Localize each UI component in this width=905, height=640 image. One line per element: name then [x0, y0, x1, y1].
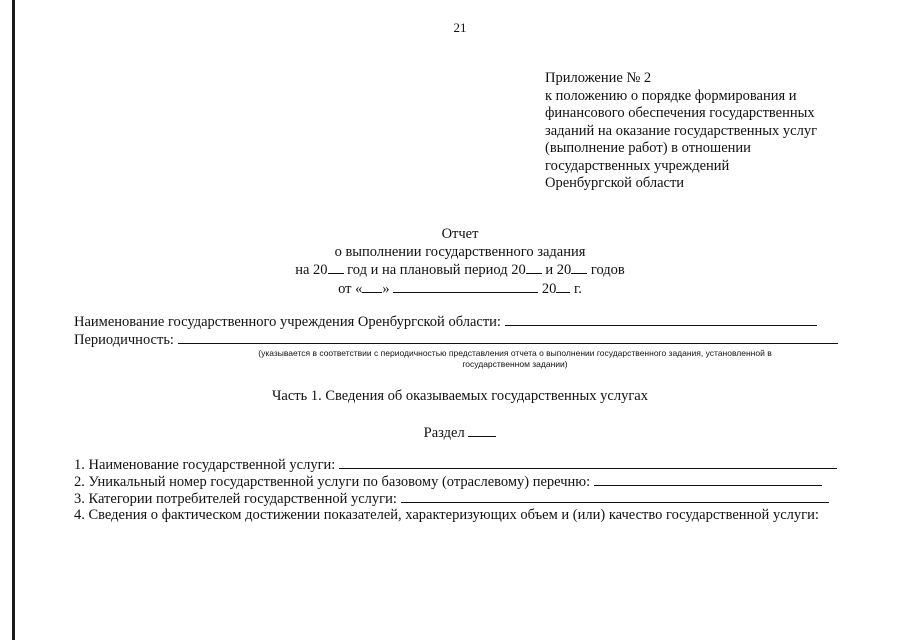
service-name-input-line[interactable]: [339, 456, 837, 469]
year-blank[interactable]: [328, 261, 344, 274]
day-blank[interactable]: [362, 280, 382, 293]
indicators-field: [74, 507, 819, 524]
report-subtitle: о выполнении государственного задания: [334, 243, 586, 260]
periodicity-note: (указывается в соответствии с периодичностью представления отчета о выполнении государственного задания, установленной в государственном задании): [258, 348, 772, 369]
periodicity-label: Периодичность:: [74, 332, 174, 348]
report-title: Отчет: [441, 226, 479, 242]
appendix-line: (выполнение работ) в отношении: [545, 140, 751, 156]
month-blank[interactable]: [393, 280, 538, 293]
consumer-category-field: [74, 490, 829, 508]
consumer-category-input-line[interactable]: [401, 490, 829, 503]
plan-year-1-blank[interactable]: [526, 261, 542, 274]
service-number-input-line[interactable]: [594, 473, 822, 486]
item-label: 4. Сведения о фактическом достижении показателей, характеризующих объем и (или) качество государственной услуги:: [74, 507, 819, 523]
appendix-line: государственных учреждений: [545, 157, 730, 174]
appendix-line: к положению о порядке формирования и: [545, 87, 797, 104]
report-period: на 20 год и на плановый период 20 и 20 годов: [295, 262, 625, 278]
plan-year-2-blank[interactable]: [571, 261, 587, 274]
service-name-field: [74, 456, 837, 474]
date-year-blank[interactable]: [556, 280, 570, 293]
institution-field: [74, 313, 817, 331]
periodicity-input-line[interactable]: [178, 331, 838, 344]
item-label: 1. Наименование государственной услуги:: [74, 457, 336, 473]
institution-label: Наименование государственного учреждения Оренбургской области:: [74, 314, 501, 330]
part-title: Часть 1. Сведения об оказываемых государственных услугах: [272, 388, 648, 404]
item-label: 3. Категории потребителей государственной услуги:: [74, 491, 397, 507]
report-title-block: [0, 226, 905, 298]
appendix-line: Приложение № 2: [545, 70, 652, 86]
appendix-line: заданий на оказание государственных услуг: [545, 122, 818, 139]
appendix-header: [545, 70, 885, 193]
item-label: 2. Уникальный номер государственной услуги по базовому (отраслевому) перечню:: [74, 474, 591, 490]
appendix-line: финансового обеспечения государственных: [545, 105, 815, 121]
section-title: Раздел: [0, 424, 905, 442]
periodicity-field: [74, 331, 838, 349]
section-number-blank[interactable]: [468, 424, 496, 437]
institution-input-line[interactable]: [505, 313, 817, 326]
report-date: от « » 20 г.: [338, 280, 582, 297]
appendix-line: Оренбургской области: [545, 175, 685, 191]
page-number: 21: [453, 20, 467, 35]
service-number-field: [74, 473, 822, 491]
binding-edge-line: [12, 0, 15, 640]
